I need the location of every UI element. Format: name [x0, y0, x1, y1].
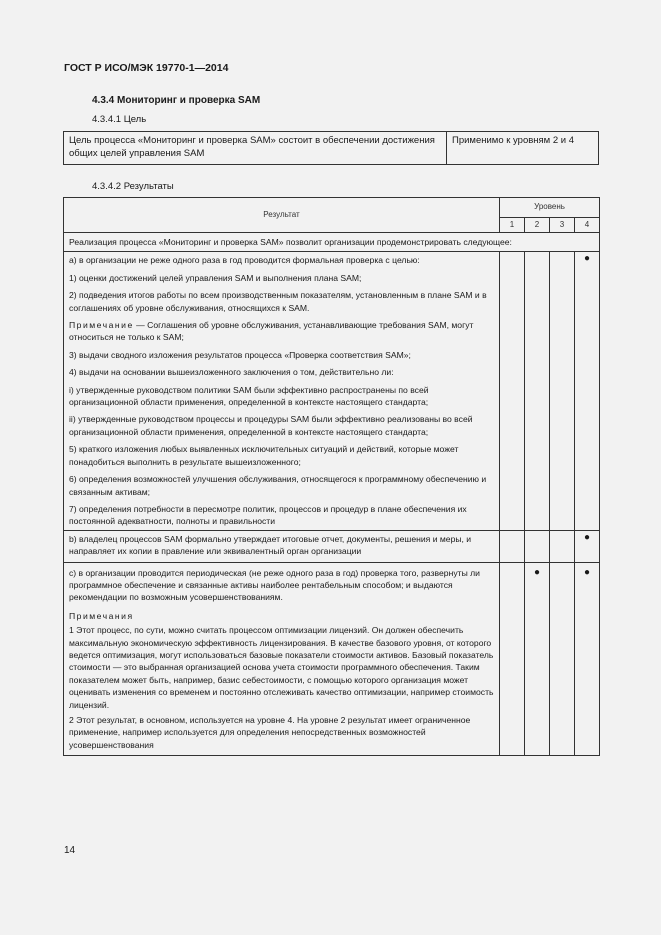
row-a-line: 2) подведения итогов работы по всем производственным показателям, установленным в плане SAM и в соглашениях об уровне обслуживания, относящихся к SAM. — [69, 290, 487, 313]
row-c-level-3 — [550, 562, 575, 756]
note-text: — Соглашения об уровне обслуживания, устанавливающие требования SAM, могут относиться не только к SAM; — [69, 320, 474, 343]
row-c-main: c) в организации проводится периодическая (не реже одного раза в год) проверка того, развернуты ли программное обеспечение и связанные активы наиболее рентабельным способом; и выдаются рекомендации по возможным усовершенствованиям. — [69, 567, 480, 603]
row-a-level-4: ● — [575, 252, 600, 530]
document-header: ГОСТ Р ИСО/МЭК 19770-1—2014 — [64, 62, 229, 74]
row-a-line: а) в организации не реже одного раза в год проводится формальная проверка с целью: — [69, 255, 420, 266]
note-label: Примечание — [69, 320, 134, 331]
level-column-header: Уровень — [500, 198, 600, 218]
row-a-line: 6) определения возможностей улучшения обслуживания, относящегося к программному обеспечению и связанным активам; — [69, 474, 487, 497]
goal-table — [63, 131, 599, 165]
row-b-level-3 — [550, 530, 575, 562]
row-a-line: 7) определения потребности в пересмотре политик, процессов и процедур в плане обеспечения их постоянной адекватности, полноты и правильности — [69, 503, 467, 527]
goal-applicability: Применимо к уровням 2 и 4 — [447, 132, 599, 165]
row-b-text: b) владелец процессов SAM формально утверждает итоговые отчет, документы, решения и меры, и направляет их копии в правление или эквивалентный орган организации — [64, 530, 500, 562]
page-number: 14 — [64, 845, 76, 856]
row-b-level-2 — [525, 530, 550, 562]
row-c-level-2: ● — [525, 562, 550, 756]
row-c-note-2: 2 Этот результат, в основном, используется на уровне 4. На уровне 2 результат имеет ограниченное применение, например используется для определения непосредственных возможностей усовершенствования — [69, 715, 471, 750]
row-a-level-1 — [500, 252, 525, 530]
row-b-level-4: ● — [575, 530, 600, 562]
result-column-header: Результат — [64, 198, 500, 233]
intro-row: Реализация процесса «Мониторинг и проверка SAM» позволит организации продемонстрировать следующее: — [64, 233, 600, 252]
level-4-header: 4 — [575, 218, 600, 233]
row-a-line: 1) оценки достижений целей управления SAM и выполнения плана SAM; — [69, 272, 362, 283]
row-a-line: ii) утвержденные руководством процессы и процедуры SAM были эффективно реализованы во всей организационной области применения, определенной в контексте настоящего стандарта; — [69, 414, 473, 437]
row-c-level-4: ● — [575, 562, 600, 756]
row-c-text — [64, 562, 500, 756]
table-row-a — [64, 252, 600, 530]
table-row-b — [64, 530, 600, 562]
row-b-level-1 — [500, 530, 525, 562]
results-table — [63, 197, 600, 756]
row-a-level-3 — [550, 252, 575, 530]
row-a-level-2 — [525, 252, 550, 530]
level-2-header: 2 — [525, 218, 550, 233]
row-a-line: i) утвержденные руководством политики SAM были эффективно распространены по всей организационной области применения, определенной в контексте настоящего стандарта; — [69, 384, 429, 408]
row-a-text — [64, 252, 500, 530]
results-heading: 4.3.4.2 Результаты — [92, 181, 174, 192]
row-a-line: 4) выдачи на основании вышеизложенного заключения о том, действительно ли: — [69, 367, 394, 378]
row-c-level-1 — [500, 562, 525, 756]
notes-label: Примечания — [69, 610, 134, 621]
row-c-note-1: 1 Этот процесс, по сути, можно считать процессом оптимизации лицензий. Он должен обеспечить максимальную экономическую эффективность лицензирования. В качестве базового уровня, от которого ведется оптимизация, могут использоваться базовые показатели стоимости активов. Базовый показатель стоимости — это выбранная организацией основа учета стоимости программного обеспечения. Таким показателем может быть, например, базис себестоимости, с помощью которого организация может оценивать изменения со временем и постоянно отслеживать качество оптимизации, например стоимость лицензий. — [69, 625, 494, 710]
goal-heading: 4.3.4.1 Цель — [92, 114, 147, 125]
row-a-line: 3) выдачи сводного изложения результатов процесса «Проверка соответствия SAM»; — [69, 349, 411, 360]
level-3-header: 3 — [550, 218, 575, 233]
section-title: 4.3.4 Мониторинг и проверка SAM — [92, 95, 261, 106]
row-a-line: 5) краткого изложения любых выявленных исключительных ситуаций и действий, которые может понадобиться выполнить в результате вышеизложенного; — [69, 444, 459, 467]
level-1-header: 1 — [500, 218, 525, 233]
table-row-c — [64, 562, 600, 756]
goal-text: Цель процесса «Мониторинг и проверка SAM» состоит в обеспечении достижения общих целей управления SAM — [64, 132, 447, 165]
row-a-note — [69, 319, 494, 344]
